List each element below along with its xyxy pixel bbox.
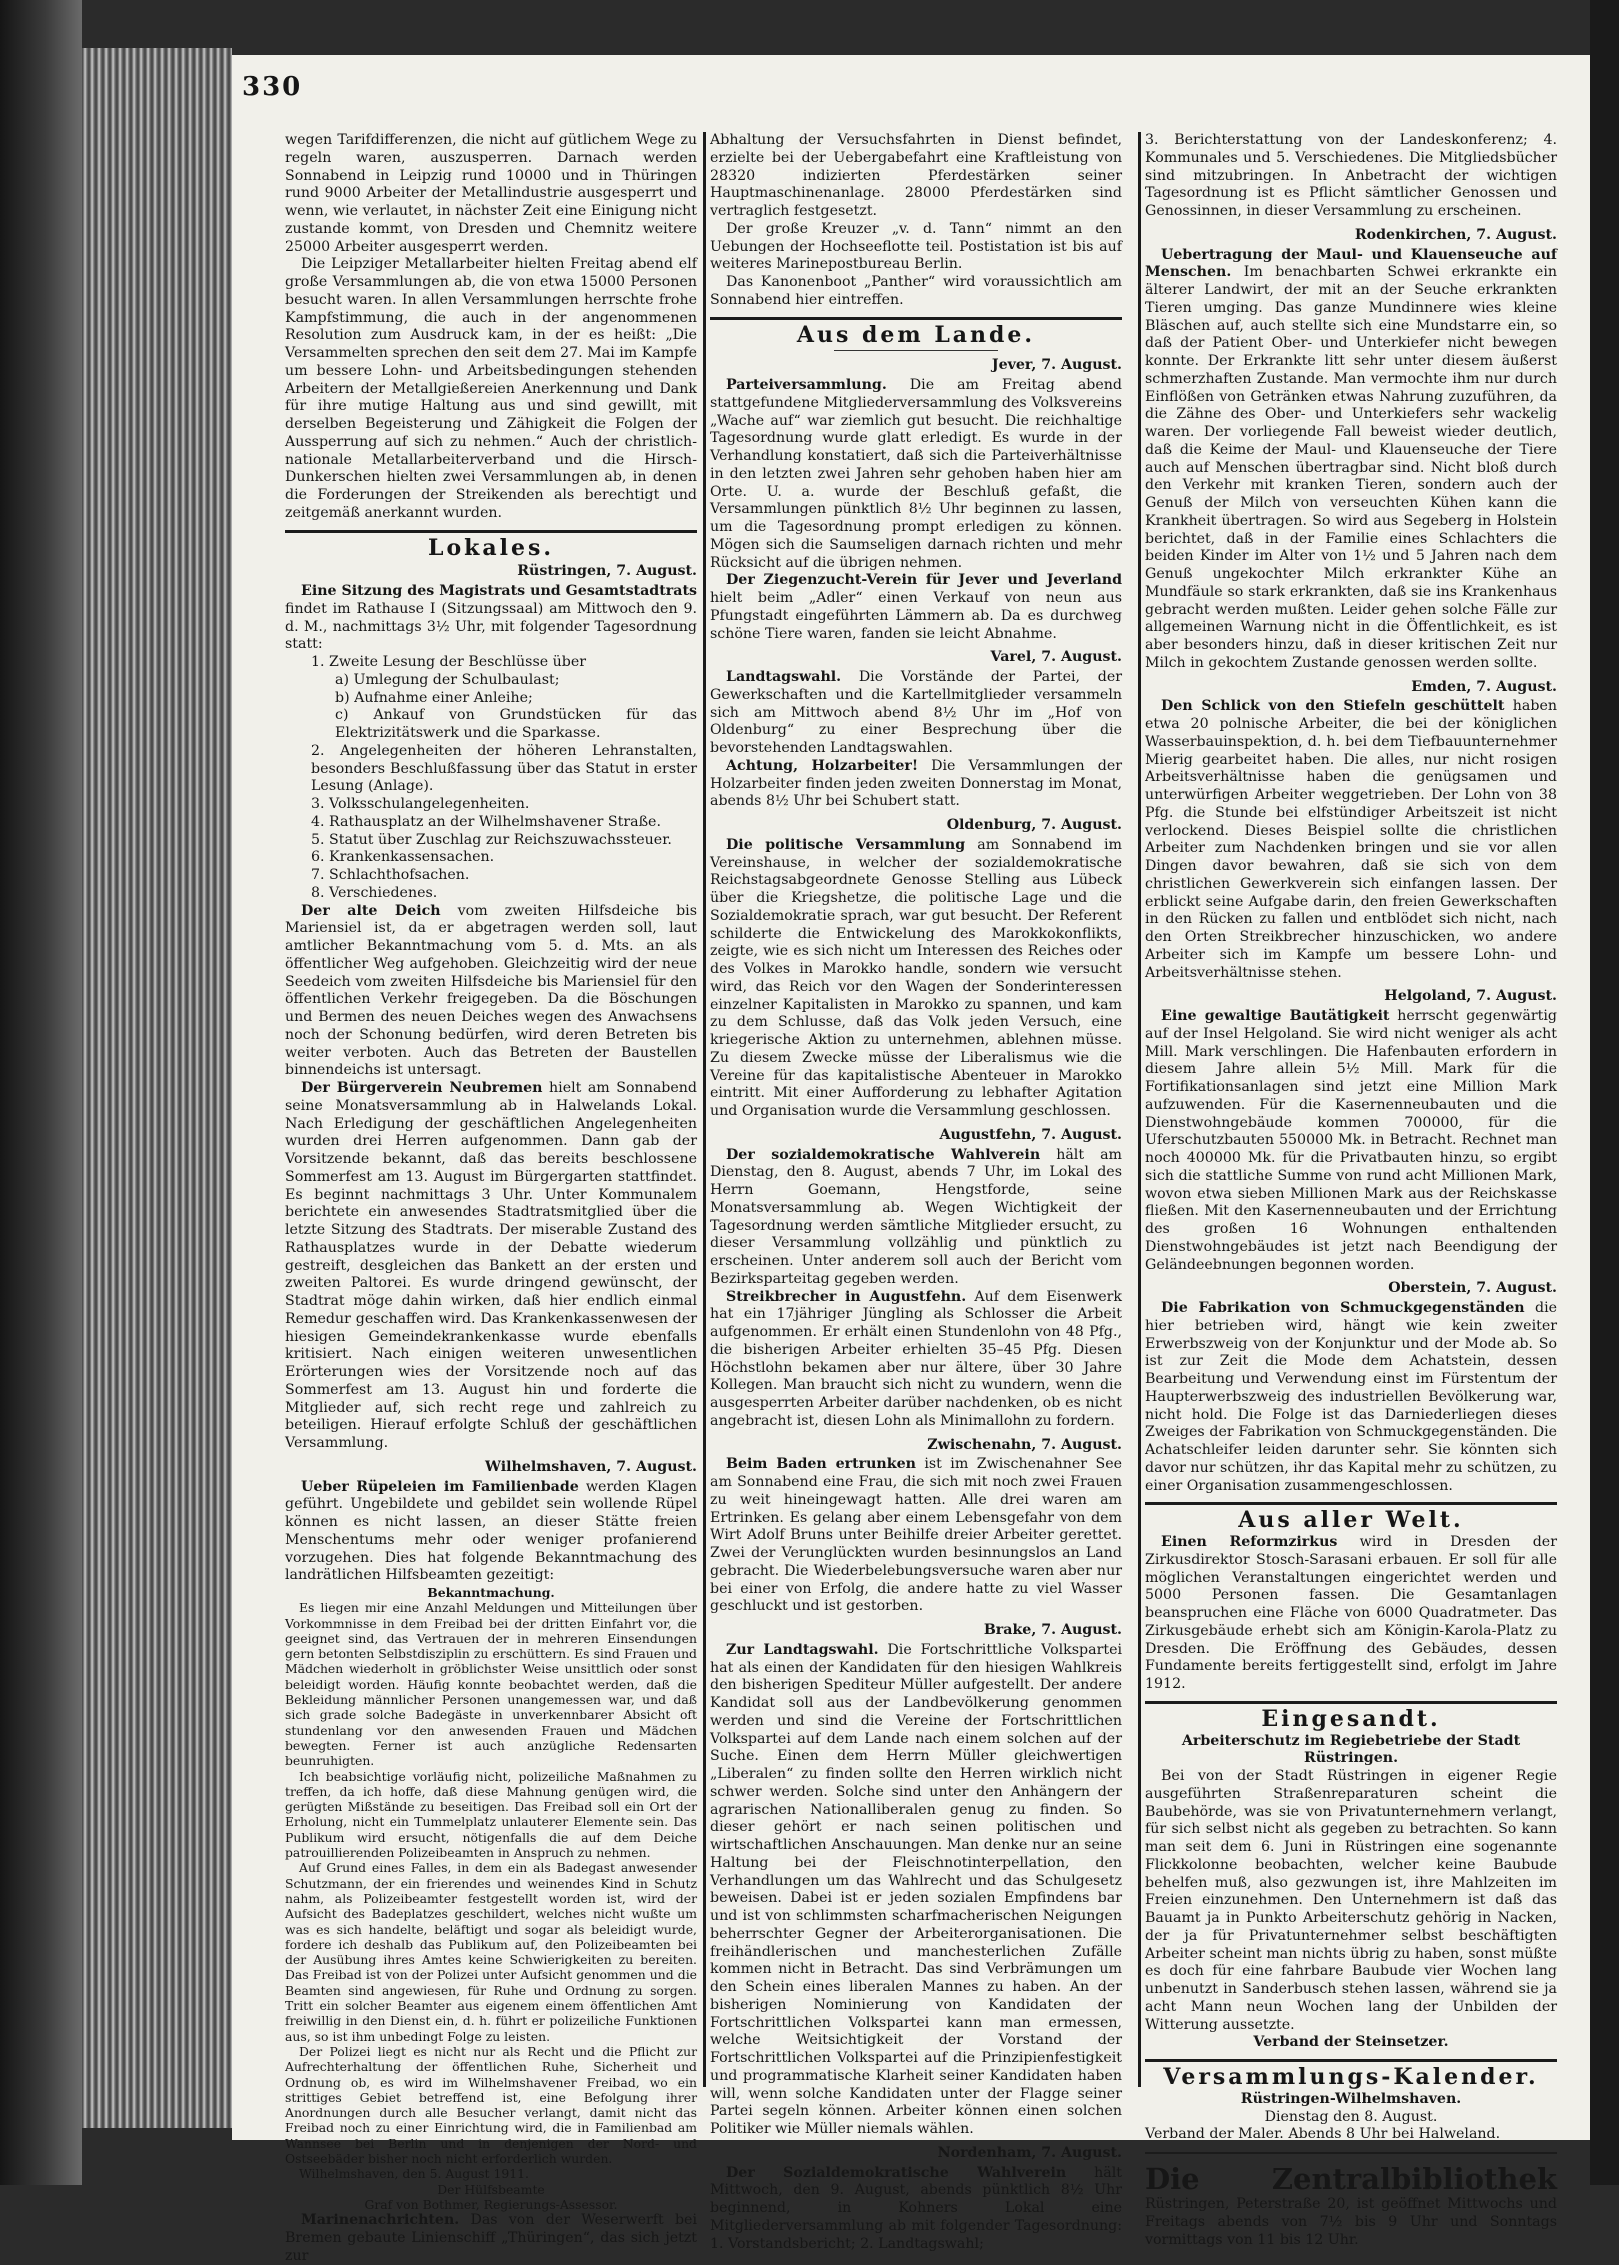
list-item: a) Umlegung der Schulbaulast; (335, 671, 560, 688)
article-emden (1145, 698, 1557, 982)
article-text: Die am Freitag abend stattgefundene Mitgliederversammlung des Volksvereins „Wache auf“ war ziemlich gut besucht. Die reichhaltige Tagesordnung wurde glatt erledigt. Es wurde in der Verhandlung konstatiert, daß sich die Parteiverhältnisse in den letzten zwei Jahren sehr gehoben haben hier am Orte. U. a. wurde der Beschluß gefaßt, die Versammlungen pünktlich 8½ Uhr beginnen zu lassen, um die Tagesordnung prompt erledigen zu können. Mögen sich die Saumseligen darnach richten und mehr Rücksicht auf die übrigen nehmen. (710, 377, 1122, 571)
calendar-location: Rüstringen-Wilhelmshaven. (1240, 2090, 1462, 2107)
calendar-entry: Verband der Maler. Abends 8 Uhr bei Halweland. (1145, 2126, 1501, 2143)
list-item: 1. Zweite Lesung der Beschlüsse über (311, 654, 587, 670)
column-2 (710, 132, 1123, 2252)
article-lead: Der alte Deich (301, 902, 441, 919)
announcement-paragraph: Auf Grund eines Falles, in dem ein als Badegast anwesender Schutzmann, der ein frierendes und weinendes Kind in Schutz nahm, als Polizeibeamter festgestellt worden ist, wird der Aufsicht des Badeplatzes geschildert, welches nicht wußte um was es sich handelte, beläftigt und sogar als beleidigt wurde, fordere ich deshalb das Publikum auf, den Polizeibeamten bei der Ausübung ihres Amtes keine Schwierigkeiten zu bereiten. Das Freibad ist von der Polizei unter Aufsicht genommen und die Beamten sind angewiesen, für Ruhe und Ordnung zu sorgen. Tritt ein solcher Beamter aus eigenem einem öffentlichen Amt freiwillig in den Dienst ein, d. h. führt er polizeiliche Funktionen aus, so ist ihm unbedingt Folge zu leisten. (285, 1860, 697, 2044)
article-nordenham-cont: 3. Berichterstattung von der Landeskonferenz; 4. Kommunales und 5. Verschiedenes. Die Mitgliedsbücher sind mitzubringen. In Anbetracht der wichtigen Tagesordnung ist es Pflicht sämtlicher Genossen und Genossinnen, in dieser Versammlung zu erscheinen. (1145, 132, 1557, 219)
article-buergerverein (285, 1080, 697, 1453)
article-varel-holz (710, 758, 1122, 811)
announcement-paragraph: Es liegen mir eine Anzahl Meldungen und Mitteilungen über Vorkommnisse in dem Freibad bei der dritten Einfahrt vor, die geeignet sind, das Vertrauen der in mehreren Einsendungen gern betonten Selbstdisziplin zu erschüttern. Es sind Frauen und Mädchen wiederholt in gröblichster Weise unsittlich oder sonst beleidigt worden. Häufig konnte beobachtet werden, daß die Bekleidung männlicher Personen unangemessen war, und daß sich grade solche Badegäste in unverkennbarer Absicht oft stundenlang vor den anwesenden Frauen und Mädchen bewegten. Ferner ist auch anzügliche Redensarten beunruhigten. (285, 1600, 697, 1769)
article-text: Die Fortschrittliche Volkspartei hat als einen der Kandidaten für den hiesigen Wahlkreis den bisherigen Spediteur Müller aufgestellt. Der andere Kandidat soll aus der Landbevölkerung genommen werden und sind die Vereine der Fortschrittlichen Volkspartei auf dem Lande nach einem solchen auf der Suche. Einen dem Herrn Müller gleichwertigen „Liberalen“ zu finden sollte den Herren wirklich nicht schwer werden. Solche sind unter den Anhängern der agrarischen Nationalliberalen genug zu finden. So dieser gehört er nach seinen politischen und wirtschaftlichen Anschauungen. Man denke nur an seine Haltung bei der Fleischnotinterpellation, den Verhandlungen um das Wahlrecht und das Schulgesetz beweisen. Dabei ist er jeden sozialen Empfindens bar und ist von schlimmsten scharfmacherischen Neigungen beherrschter Gegner der Arbeiterorganisationen. Die freihändlerischen und manchesterlichen Zufälle kommen nicht in Betracht. Das sind Verbrämungen um den Schein eines liberalen Mannes zu haben. An der bisherigen Nominierung von Kandidaten der Fortschrittlichen Volkspartei kann man ermessen, welche Weitsichtigkeit der Vorstand der Fortschrittlichen Volkspartei auf die Prinzipienfestigkeit und programmatische Klarheit seiner Kandidaten haben will, wenn solche Kandidaten unter der Flagge seiner Partei segeln können. Arbeiter können einen solchen Politiker wie Müller niemals wählen. (710, 1641, 1123, 2137)
scan-right-edge (1590, 0, 1619, 2185)
list-item: 8. Verschiedenes. (311, 884, 438, 901)
dateline: Nordenham, 7. August. (937, 2144, 1122, 2161)
article-text: Im benachbarten Schwei erkrankte ein älterer Landwirt, der mit an der Seuche erkrankten Tieren umging. Das ganze Mundinnere wies kleine Bläschen auf, auch stellte sich eine Mundstarre ein, so daß der Patient Ober- und Unterkiefer nicht bewegen konnte. Der Erkrankte litt sehr unter diesem äußerst schmerzhaften Zustande. Man vermochte ihm nur durch Einflößen von Getränken etwas Nahrung zuzuführen, da die Zähne des Ober- und Unterkiefers sehr wackelig waren. Der vorliegende Fall beweist wieder deutlich, daß die Keime der Maul- und Klauenseuche der Tiere auch auf Menschen übertragbar sind. Nicht bloß durch den Verkehr mit kranken Tieren, sondern auch der Genuß der Milch von verseuchten Kühen kann die Krankheit übertragen. So wird aus Segeberg in Holstein berichtet, daß in der Familie eines Schlachters die beiden Kinder im Alter von 1½ und 5 Jahren nach dem Genuß ungekochter Milch erkrankter Kühe an Mundfäule so stark erkrankten, daß sie ins Krankenhaus gebracht werden mußten. Leider gehen solche Fälle zur allgemeinen Warnung nicht in die Öffentlichkeit, es ist aber besonders hinzu, daß in dieser kritischen Zeit nur Milch in gekochtem Zustande genossen werden sollte. (1145, 264, 1557, 671)
article-lead: Achtung, Holzarbeiter! (726, 757, 919, 774)
book-page-stack (82, 48, 232, 2128)
dateline: Wilhelmshaven, 7. August. (485, 1458, 697, 1475)
article-lead: Marinenachrichten. (301, 2212, 460, 2229)
article-lead: Eine gewaltige Bautätigkeit (1161, 1008, 1390, 1024)
article-deich (285, 903, 697, 1081)
section-heading-kalender: Versammlungs-Kalender. (1163, 2064, 1539, 2090)
announcement-date: Wilhelmshaven, den 5. August 1911. (299, 2166, 529, 2182)
article-lead: Zur Landtagswahl. (726, 1641, 879, 1658)
letter-signature: Verband der Steinsetzer. (1253, 2034, 1449, 2051)
list-item: c) Ankauf von Grundstücken für das Elektrizitätswerk und die Sparkasse. (335, 707, 697, 741)
section-rule (710, 317, 1122, 320)
column-3 (1145, 132, 1557, 2248)
article-lead: Beim Baden ertrunken (726, 1456, 916, 1473)
article-lead: Streikbrecher in Augustfehn. (726, 1288, 967, 1305)
article-text: hält Mittwoch, den 9. August, abends pünktlich 8½ Uhr beginnend, in Kohners Lokal eine Mitgliederversammlung ab mit folgender Tagesordnung: 1. Vorstandsbericht; 2. Landtagswahl; (710, 2164, 1122, 2252)
list-item: 5. Statut über Zuschlag zur Reichszuwachssteuer. (311, 831, 672, 848)
signature-title: Der Hülfsbeamte (437, 2181, 545, 2197)
letter-title: Arbeiterschutz im Regiebetriebe der Stadt Rüstringen. (1181, 1732, 1521, 1767)
letter-text: Bei von der Stadt Rüstringen in eigener Regie ausgeführten Straßenreparaturen scheint die Baubehörde, was sie von Privatunternehmern verlangt, für sich selbst nicht als gegeben zu betrachten. So kann man seit dem 6. Juni in Rüstringen eine sogenannte Flickkolonne beobachten, welcher keine Baubude behelfen muß, also gezwungen ist, ihre Mahlzeiten im Freien einzunehmen. Den Unternehmern ist daß das Bauamt ja in Punkto Arbeiterschutz gehörig in Nacken, der ja für Privatunternehmer selbst beschäftigten Arbeiter scheint man nichts übrig zu haben, sonst müßte es doch für eine fahrbare Baubude vier Wochen lang unbenutzt in Sanderbusch stehen lassen, während sie ja acht Mann neun Wochen lang der Unbilden der Witterung aussetzte. (1145, 1768, 1557, 2033)
article-text: die hier betrieben wird, hängt wie kein zweiter Erwerbszweig von der Konjunktur und der Mode ab. So ist zur Zeit die Mode dem Achatstein, dessen Bearbeitung und Verwendung einst im Fürstentum der Haupterwerbszweig des industriellen Bevölkerung war, nicht hold. Die Folge ist das Darniederliegen dieses Zweiges der Fabrikation von Schmuckgegenständen. Die Achatschleifer leiden darunter sehr. Sie könnten sich davor nur schützen, ihr das Kapital mehr zu schützen, zu einer Organisation zusammengeschlossen. (1145, 1300, 1557, 1494)
divider (834, 350, 999, 351)
article-text: wird in Dresden der Zirkusdirektor Stosch-Sarasani erbauen. Er soll für alle möglichen Veranstaltungen eingerichtet werden und 5000 Personen fassen. Die Gesamtanlagen beanspruchen eine Fläche von 6000 Quadratmeter. Das Zirkusgebäude erhebt sich am Königin-Karola-Platz zu Dresden. Die Eröffnung des Gebäudes, dessen Fundamente bereits fertiggestellt sind, erfolgt im Jahre 1912. (1145, 1534, 1557, 1692)
article-lead: Der Sozialdemokratische Wahlverein (726, 2164, 1067, 2181)
article-lead: Landtagswahl. (726, 669, 842, 685)
announcement-paragraph: Der Polizei liegt es nicht nur als Recht und die Pflicht zur Aufrechterhaltung der öffentlichen Ruhe, Sicherheit und Ordnung ob, es wird im Wilhelmshavener Freibad, wo ein strittiges Gebiet betreffend ist, eine Befolgung ihrer Anordnungen durch alle Besucher verlangt, damit nicht das Freibad noch zu einer Einrichtung wird, die in Familienbad am Wannsee bei Berlin und in denjenigen der Nord- und Ostseebäder bisher noch nicht erforderlich wurden. (285, 2043, 697, 2166)
dateline: Zwischenahn, 7. August. (927, 1436, 1122, 1453)
article-lead: Einen Reformzirkus (1161, 1534, 1338, 1550)
section-heading-aus-dem-lande: Aus dem Lande. (796, 321, 1036, 348)
library-text: Rüstringen, Peterstraße 20, ist geöffnet Mittwochs und Freitags abends von 7½ bis 9 Uhr und Sonntags vormittags von 11 bis 12 Uhr. (1145, 2196, 1557, 2248)
article-nordenham (710, 2165, 1122, 2254)
dateline: Brake, 7. August. (983, 1622, 1122, 1638)
article-text: hält am Dienstag, den 8. August, abends 7 Uhr, im Lokal des Herrn Goemann, Hengstforde, seine Monatsversammlung ab. Wegen Wichtigkeit der Tagesordnung werden sämtliche Mitglieder ersucht, zu dieser Versammlung vollzählig und pünktlich zu erscheinen. Unter anderem soll auch der Bericht vom Bezirksparteitag gegeben werden. (710, 1146, 1122, 1287)
page-number: 330 (242, 72, 303, 102)
library-title: Die Zentralbibliothek (1145, 2162, 1557, 2196)
article-jever-partei (710, 377, 1122, 572)
article-augustfehn-wahlverein (710, 1147, 1122, 1289)
article-text: Das von der Weserwerft bei Bremen gebaute Linienschiff „Thüringen“, das sich jetzt zur (285, 2212, 697, 2264)
list-item: 7. Schlachthofsachen. (311, 867, 470, 883)
section-rule (285, 530, 697, 533)
dateline: Rodenkirchen, 7. August. (1354, 226, 1557, 243)
announcement (285, 1585, 697, 2212)
section-heading-eingesandt: Eingesandt. (1261, 1705, 1441, 1732)
article-reformzirkus (1145, 1534, 1557, 1694)
article-lead: Der sozialdemokratische Wahlverein (726, 1146, 1041, 1163)
article-text: haben etwa 20 polnische Arbeiter, die bei der königlichen Wasserbauinspektion, d. h. bei dem Tiefbauunternehmer Mierig gearbeitet haben. Die alles, nur nicht rosigen Arbeitsverhältnisse haben die genügsamen und unterwürfigen Arbeiter weggetrieben. Der Lohn von 38 Pfg. die Stunde bei elfstündiger Arbeitszeit ist nicht verlockend. Dieses Beispiel sollte die christlichen Arbeiter zum Nachdenken bringen und sie vor allen Dingen davor bewahren, daß sie sich von dem christlichen Gewerkverein sich einfangen lassen. Der erblickt seine Aufgabe darin, den freien Gewerkschaften in den Rücken zu fallen und entblödet sich nicht, nach den Orten Streikbrecher hinzuschicken, wo andere Arbeiter sich im Kampfe um bessere Lohn- und Arbeitsverhältnisse stehen. (1145, 698, 1557, 981)
dateline: Rüstringen, 7. August. (517, 563, 697, 580)
article-tann: Der große Kreuzer „v. d. Tann“ nimmt an den Uebungen der Hochseeflotte teil. Postistation ist bis auf weiteres Marinepostbureau Berlin. (710, 220, 1122, 273)
article-lead: Parteiversammlung. (726, 377, 887, 393)
section-heading-aus-aller-welt: Aus aller Welt. (1238, 1507, 1464, 1534)
section-rule (1145, 1701, 1557, 1704)
list-item: 2. Angelegenheiten der höheren Lehranstalten, besonders Beschlußfassung über das Statut in erster Lesung (Anlage). (311, 742, 697, 795)
section-heading-lokales: Lokales. (427, 534, 555, 561)
dateline: Jever, 7. August. (991, 357, 1122, 374)
article-lead: Den Schlick von den Stiefeln geschüttelt (1161, 698, 1505, 715)
lockout-article-cont: Die Leipziger Metallarbeiter hielten Freitag abend elf große Versammlungen ab, die von etwa 15000 Personen besucht waren. In allen Versammlungen herrschte frohe Kampfstimmung, die auch in der angenommenen Resolution zum Ausdruck kam, in der es heißt: „Die Versammelten sprechen den seit dem 27. Mai im Kampfe um bessere Lohn- und Arbeitsbedingungen stehenden Arbeitern der Metallgießereien Anerkennung und Dank für ihre mutige Haltung aus und sind gewillt, mit derselben Begeisterung und Zähigkeit die Folgen der Aussperrung auf sich zu nehmen.“ Auch der christlich-nationale Metallarbeiterverband und die Hirsch-Dunkerschen hielten zwei Versammlungen ab, in denen die Forderungen der Streikenden als berechtigt und zeitgemäß anerkannt wurden. (285, 256, 697, 521)
article-magistrat (285, 583, 697, 654)
article-lead: Die Fabrikation von Schmuckgegenständen (1161, 1300, 1525, 1316)
article-augustfehn-streik (710, 1289, 1122, 1431)
list-item: 3. Volksschulangelegenheiten. (311, 796, 530, 812)
dateline: Emden, 7. August. (1411, 678, 1557, 695)
article-text: werden Klagen geführt. Ungebildete und gebildet sein wollende Rüpel können es nicht lassen, an dieser Stätte freien Menschentums mehr oder weniger profanierend vorzugehen. Dies hat folgende Bekanntmachung des landrätlichen Hilfsbeamten gezeitigt: (285, 1478, 697, 1584)
column-1 (285, 132, 697, 2264)
announcement-paragraph: Ich beabsichtige vorläufig nicht, polizeiliche Maßnahmen zu treffen, da ich hoffe, daß diese Mahnung genügen wird, die gerügten Mißstände zu beseitigen. Das Freibad soll ein Ort der Erholung, nicht ein Tummelplatz unlauterer Elemente sein. Das Publikum wird ersucht, nötigenfalls die auf dem Deiche patrouillierenden Polizeibeamten in Anspruch zu nehmen. (285, 1768, 697, 1861)
article-lead: Uebertragung der Maul- und Klauenseuche auf Menschen. (1145, 246, 1557, 281)
article-text: herrscht gegenwärtig auf der Insel Helgoland. Sie wird nicht weniger als acht Mill. Mark verschlingen. Die Hafenbauten erfordern in diesem Jahre allein 5½ Mill. Mark für die Fortifikationsanlagen sind jetzt eine Million Mark aufzuwenden. Für die Kasernenneubauten und die Dienstwohngebäude kommen 700000, für die Uferschutzbauten 550000 Mk. in Betracht. Rechnet man noch 400000 Mk. für die Privatbauten hinzu, so ergibt sich die stattliche Summe von rund acht Millionen Mark, wovon etwa sieben Millionen Mark aus der Reichskasse fließen. Mit den Kasernenneubauten und der Errichtung des großen 16 Wohnungen enthaltenden Dienstwohngebäudes ist jetzt nach Beendigung der Geländeebnungen begonnen worden. (1145, 1008, 1557, 1273)
scan-left-edge (0, 0, 82, 2185)
article-lead: Der Ziegenzucht-Verein für Jever und Jeverland (726, 572, 1122, 589)
article-lead: Der Bürgerverein Neubremen (301, 1080, 543, 1096)
article-jever-ziegen (710, 572, 1122, 643)
article-brake (710, 1642, 1122, 2139)
article-zwischenahn (710, 1456, 1122, 1616)
section-rule (1145, 1502, 1557, 1505)
article-oldenburg (710, 837, 1122, 1121)
dateline: Augustfehn, 7. August. (939, 1126, 1122, 1143)
article-text: findet im Rathause I (Sitzungssaal) am Mittwoch den 9. d. M., nachmittags 3½ Uhr, mit folgender Tagesordnung statt: (285, 600, 697, 653)
column-rule (1138, 132, 1141, 2087)
article-varel-wahl (710, 669, 1122, 758)
section-rule (1145, 2059, 1557, 2062)
section-rule (1145, 2152, 1557, 2154)
article-marine-cont: Abhaltung der Versuchsfahrten in Dienst befindet, erzielte bei der Uebergabefahrt eine Kraftleistung von 28320 indizierten Pferdestärken seiner Hauptmaschinenanlage. 28000 Pferdestärken sind vertraglich festgesetzt. (710, 132, 1122, 219)
dateline: Helgoland, 7. August. (1384, 988, 1557, 1005)
dateline: Oberstein, 7. August. (1388, 1280, 1557, 1297)
library-notice (1145, 2162, 1557, 2249)
article-text: Auf dem Eisenwerk hat ein 17jähriger Jüngling als Schlosser die Arbeit aufgenommen. Er erhält einen Stundenlohn von 48 Pfg., die bisherigen Arbeiter erhielten 35–45 Pfg. Diesen Höchstlohn bekamen aber nur ältere, über 30 Jahre Kollegen. Man braucht sich nicht zu wundern, wenn die ausgesperrten Arbeiter darüber nachdenken, ob es nicht angebracht ist, diesen Lohn als Minimallohn zu fordern. (710, 1288, 1122, 1429)
article-lead: Ueber Rüpeleien im Familienbade (301, 1478, 579, 1495)
article-rodenkirchen (1145, 247, 1557, 673)
lockout-article: wegen Tarifdifferenzen, die nicht auf gütlichem Wege zu regeln waren, auszusperren. Darnach werden Sonnabend in Leipzig rund 10000 und in Thüringen rund 9000 Arbeiter der Metallindustrie ausgesperrt und wenn, wie verlautet, in nächster Zeit eine Einigung nicht zustande kommt, von Dresden und Chemnitz weitere 25000 Arbeiter ausgesperrt werden. (285, 132, 697, 255)
article-familienbad (285, 1479, 697, 1586)
article-text: hielt am Sonnabend seine Monatsversammlung ab in Halwelands Lokal. Nach Erledigung der geschäftlichen Angelegenheiten wurden drei Herren aufgenommen. Dann gab der Vorsitzende bekannt, daß das bereits beschlossene Sommerfest am 13. August im Bürgergarten stattfindet. Es beginnt nachmittags 3 Uhr. Unter Kommunalem berichtete ein anwesendes Stadtratsmitglied über die letzte Sitzung des Stadtrats. Der miserable Zustand des Rathausplatzes wurde in der Debatte wiederum gestreift, desgleichen das Bankett an der ersten und zweiten Paltorei. Es wurde dringend gewünscht, der Stadtrat möge dahin wirken, daß hier endlich einmal Remedur geschaffen wird. Das Krankenkassenwesen der hiesigen Gemeindekrankenkasse wurde ebenfalls kritisiert. Nach einigen weiteren unwesentlichen Erörterungen wies der Vorsitzende noch auf das Sommerfest am 13. August hin und forderte die Mitglieder auf, sich recht rege und zahlreich zu beteiligen. Hierauf erfolgte Schluß der geschäftlichen Versammlung. (285, 1080, 697, 1451)
dateline: Oldenburg, 7. August. (946, 817, 1122, 833)
signature-name: Graf von Bothmer, Regierungs-Assessor. (364, 2196, 618, 2212)
article-marine (285, 2212, 697, 2265)
article-text: hielt beim „Adler“ einen Verkauf von neun aus Pfungstadt eingeführten Lämmern ab. Da es durchweg schöne Tiere waren, fanden sie leicht Abnahme. (710, 590, 1122, 642)
article-text: Die Versammlungen der Holzarbeiter finden jeden zweiten Donnerstag im Monat, abends 8½ Uhr bei Schubert statt. (710, 757, 1122, 810)
article-oberstein (1145, 1300, 1557, 1495)
article-text: Die Vorstände der Partei, der Gewerkschaften und die Kartellmitglieder versammeln sich am Mittwoch abend 8½ Uhr im „Hof von Oldenburg“ zu einer Besprechung über die bevorstehenden Landtagswahlen. (710, 669, 1123, 756)
announcement-title: Bekanntmachung. (427, 1585, 555, 1600)
article-lead: Eine Sitzung des Magistrats und Gesamtstadtrats (301, 583, 697, 599)
list-item: b) Aufnahme einer Anleihe; (335, 689, 533, 706)
article-lead: Die politische Versammlung (726, 836, 966, 853)
list-item: 6. Krankenkassensachen. (311, 849, 495, 866)
list-item: 4. Rathausplatz an der Wilhelmshavener Straße. (311, 813, 661, 830)
article-text: ist im Zwischenahner See am Sonnabend eine Frau, die sich mit noch zwei Frauen zu weit hineingewagt hatten. Alle drei waren am Ertrinken. Es gelang aber einem Lebensgefahr von dem Wirt Adolf Bruns unter Beihilfe dreier Arbeiter gerettet. Zwei der Verunglückten wurden besinnungslos an Land gebracht. Die Wiederbelebungsversuche waren aber nur bei einer von Erfolg, die andere hatte zu viel Wasser geschluckt und ist gestorben. (710, 1456, 1123, 1615)
agenda-list (285, 654, 697, 903)
column-rule (703, 132, 706, 2087)
calendar-date: Dienstag den 8. August. (1264, 2108, 1438, 2125)
article-panther: Das Kanonenboot „Panther“ wird voraussichtlich am Sonnabend hier eintreffen. (710, 274, 1122, 308)
article-text: vom zweiten Hilfsdeiche bis Mariensiel ist, da er abgetragen werden soll, laut amtlicher Bekanntmachung vom 5. d. Mts. an als öffentlicher Weg aufgehoben. Gleichzeitig wird der neue Seedeich vom zweiten Hilfsdeiche bis Mariensiel für den öffentlichen Verkehr freigegeben. Da die Böschungen und Bermen des neuen Deiches wegen des Anwachsens noch der Schonung bedürfen, wird deren Betreten bis weiter verboten. Auch das Betreten der Baustellen binnendeichs ist untersagt. (285, 902, 697, 1079)
dateline: Varel, 7. August. (990, 649, 1122, 666)
article-text: am Sonnabend im Vereinshause, in welcher der sozialdemokratische Reichstagsabgeordnete Genosse Stelling aus Lübeck über die Kriegshetze, die politische Lage und die Sozialdemokratie sprach, war gut besucht. Der Referent schilderte die Entwickelung des Marokkokonflikts, zeigte, wie es sich nicht um Interessen des Reiches oder des Volkes in Marokko handle, sondern wie versucht wird, das Reich vor den Wagen der Sonderinteressen einzelner Kapitalisten in Marokko zu spannen, und kam zu dem Schlusse, daß das Volk jeden Versuch, eine kriegerische Aktion zu unternehmen, ablehnen müsse. Zu diesem Zwecke müsse der Liberalismus wie die Vereine für das kapitalistische Abenteuer in Marokko eintritt. Mit einer Aufforderung zu lebhafter Agitation und Organisation wurde die Versammlung geschlossen. (710, 836, 1122, 1119)
article-helgoland (1145, 1008, 1557, 1274)
